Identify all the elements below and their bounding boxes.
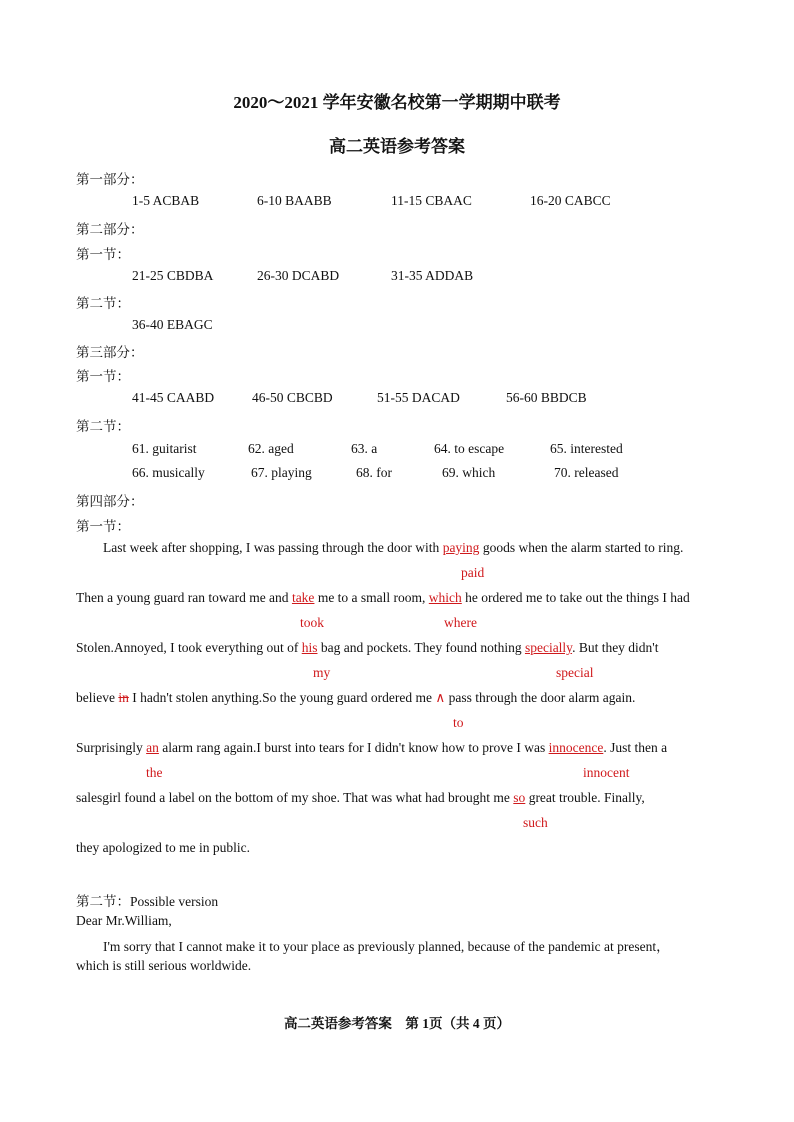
part2-sec2-label: 第二节： (76, 296, 130, 311)
passage-line (76, 740, 667, 756)
answer-group: 56-60 BBDCB (506, 390, 587, 405)
text-segment: believe (76, 690, 119, 705)
answer-group: 6-10 BAABB (257, 193, 332, 208)
passage-line (76, 690, 635, 706)
deleted-word: in (118, 690, 129, 705)
fill-answer: 61. guitarist (132, 441, 197, 456)
text-segment: . But they didn't (572, 640, 659, 655)
text-segment: I hadn't stolen anything.So the young guard ordered me (128, 690, 436, 705)
part4-sec1-label: 第一节： (76, 519, 130, 534)
answer-group: 26-30 DCABD (257, 268, 340, 283)
answer-group: 21-25 CBDBA (132, 268, 214, 283)
fill-answer: 68. for (356, 465, 392, 480)
answer-group: 41-45 CAABD (132, 390, 215, 405)
part2-sec1-label: 第一节： (76, 247, 130, 262)
part1-label: 第一部分： (76, 172, 144, 187)
text-segment: great trouble. Finally, (525, 790, 645, 805)
correction: such (523, 815, 548, 830)
part3-sec1-label: 第一节： (76, 369, 130, 384)
text-segment: goods when the alarm started to ring. (479, 540, 684, 555)
part2-label: 第二部分： (76, 222, 144, 237)
writing-label: 第二节：Possible version (76, 894, 219, 909)
error-word: take (291, 590, 315, 605)
text-segment: Stolen.Annoyed, I took everything out of (76, 640, 302, 655)
correction: where (444, 615, 477, 630)
correction: took (300, 615, 325, 630)
part3-label: 第三部分： (76, 345, 144, 360)
text-segment: Surprisingly (76, 740, 147, 755)
fill-answer: 67. playing (251, 465, 312, 480)
answer-group: 46-50 CBCBD (252, 390, 333, 405)
text-segment: Last week after shopping, I was passing through the door with (103, 540, 443, 555)
fill-answer: 64. to escape (434, 441, 505, 456)
text-segment: alarm rang again.I burst into tears for I didn't know how to prove I was (158, 740, 549, 755)
error-word: his (301, 640, 318, 655)
part3-sec2-label: 第二节： (76, 419, 130, 434)
fill-answer: 63. a (351, 441, 378, 456)
correction: special (556, 665, 594, 680)
passage-line (103, 540, 683, 556)
answer-group: 16-20 CABCC (530, 193, 611, 208)
fill-answer: 66. musically (132, 465, 205, 480)
letter-paragraph-line: which is still serious worldwide. (76, 958, 252, 973)
answer-group: 36-40 EBAGC (132, 317, 213, 332)
letter-greeting: Dear Mr.William, (76, 913, 172, 928)
page-subtitle: 高二英语参考答案 (329, 137, 465, 156)
error-word: an (146, 740, 159, 755)
error-word: specially (524, 640, 573, 655)
error-word: which (428, 590, 462, 605)
text-segment: salesgirl found a label on the bottom of my shoe. That was what had brought me (76, 790, 514, 805)
insertion-mark: ∧ (435, 690, 446, 705)
correction: innocent (583, 765, 630, 780)
fill-answer: 69. which (442, 465, 496, 480)
correction: to (453, 715, 464, 730)
error-word: so (513, 790, 526, 805)
fill-answer: 65. interested (550, 441, 623, 456)
text-segment: bag and pockets. They found nothing (317, 640, 525, 655)
correction: paid (461, 565, 485, 580)
page-footer: 高二英语参考答案 第 1页（共 4 页） (283, 1016, 511, 1031)
text-segment: me to a small room, (314, 590, 429, 605)
text-segment: pass through the door alarm again. (445, 690, 636, 705)
correction: the (146, 765, 163, 780)
letter-paragraph-line: I'm sorry that I cannot make it to your place as previously planned, because of the pandemic at present， (103, 939, 670, 954)
text-segment: Then a young guard ran toward me and (76, 590, 292, 605)
error-word: paying (442, 540, 480, 555)
text-segment: . Just then a (603, 740, 668, 755)
page-title: 2020～2021 学年安徽名校第一学期期中联考 (233, 93, 561, 112)
fill-answer: 70. released (554, 465, 619, 480)
answer-group: 11-15 CBAAC (391, 193, 472, 208)
passage-line (76, 590, 690, 606)
part4-label: 第四部分： (76, 494, 144, 509)
correction: my (313, 665, 331, 680)
fill-answer: 62. aged (248, 441, 294, 456)
answer-group: 31-35 ADDAB (391, 268, 474, 283)
answer-group: 1-5 ACBAB (132, 193, 200, 208)
passage-line: they apologized to me in public. (76, 840, 250, 855)
answer-group: 51-55 DACAD (377, 390, 460, 405)
passage-line (76, 640, 659, 656)
text-segment: he ordered me to take out the things I had (461, 590, 690, 605)
error-word: innocence (548, 740, 604, 755)
passage-line (76, 790, 645, 806)
